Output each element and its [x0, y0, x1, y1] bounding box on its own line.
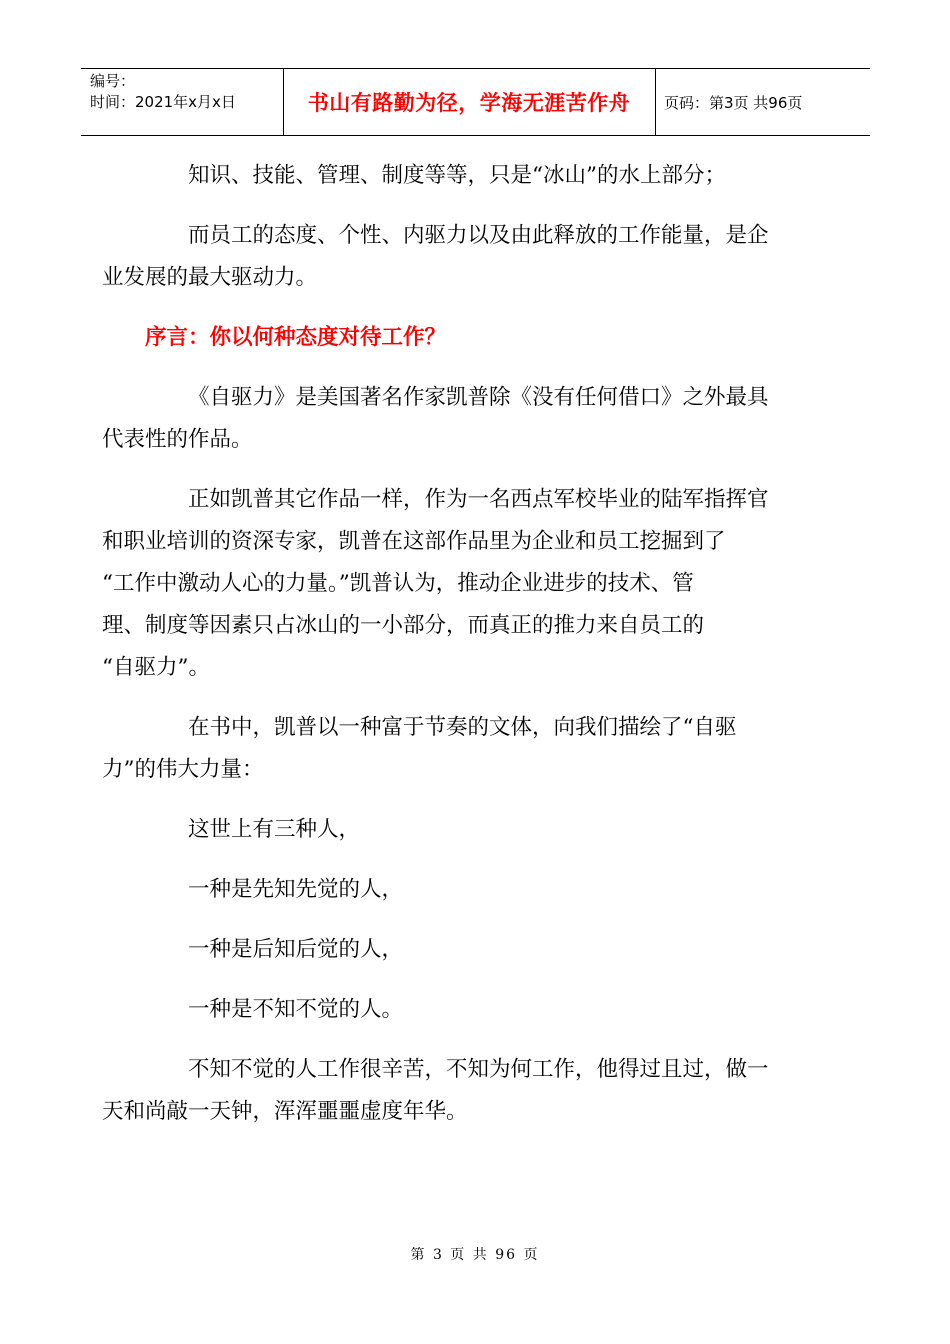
text-line: 知识、技能、管理、制度等等，只是“冰山”的水上部分；	[188, 163, 726, 188]
header-number: 编号：	[90, 72, 136, 90]
paragraph	[145, 929, 805, 971]
text-line: 一种是先知先觉的人，	[188, 877, 404, 902]
text-line: 在书中，凯普以一种富于节奏的文体，向我们描绘了“自驱	[188, 715, 737, 740]
page-footer: 第 3 页 共 96 页	[410, 1247, 540, 1263]
paragraph	[102, 707, 805, 791]
text-line: 理、制度等因素只占冰山的一小部分，而真正的推力来自员工的	[102, 613, 705, 638]
text-line: 一种是后知后觉的人，	[188, 937, 404, 962]
paragraph	[145, 809, 805, 851]
paragraph	[102, 479, 805, 689]
paragraph	[145, 869, 805, 911]
header-divider-right	[655, 68, 656, 136]
header-page-number: 页码：第3页 共96页	[664, 93, 803, 112]
text-line: 正如凯普其它作品一样，作为一名西点军校毕业的陆军指挥官	[188, 487, 769, 512]
text-line: “自驱力”。	[102, 655, 210, 680]
text-line: 业发展的最大驱动力。	[102, 265, 318, 290]
paragraph	[145, 155, 805, 197]
header-meta	[90, 71, 236, 113]
paragraph	[145, 989, 805, 1031]
text-line: 《自驱力》是美国著名作家凯普除《没有任何借口》之外最具	[188, 385, 769, 410]
document-body	[102, 155, 805, 1151]
text-line: 代表性的作品。	[102, 427, 253, 452]
text-line: 一种是不知不觉的人。	[188, 997, 404, 1022]
paragraph	[102, 1049, 805, 1133]
paragraph	[102, 377, 805, 461]
text-line: “工作中激动人心的力量。”凯普认为，推动企业进步的技术、管	[102, 571, 694, 596]
paragraph	[102, 215, 805, 299]
text-line: 和职业培训的资深专家，凯普在这部作品里为企业和员工挖掘到了	[102, 529, 726, 554]
text-line: 而员工的态度、个性、内驱力以及由此释放的工作能量，是企	[188, 223, 769, 248]
header-motto: 书山有路勤为径，学海无涯苦作舟	[307, 91, 631, 115]
text-line: 这世上有三种人，	[188, 817, 361, 842]
header-time: 时间：2021年x月x日	[90, 93, 236, 111]
section-heading: 序言：你以何种态度对待工作？	[145, 325, 447, 350]
text-line: 不知不觉的人工作很辛苦，不知为何工作，他得过且过，做一	[188, 1057, 769, 1082]
text-line: 力”的伟大力量：	[102, 757, 264, 782]
page-header	[81, 68, 870, 136]
text-line: 天和尚敲一天钟，浑浑噩噩虚度年华。	[102, 1099, 468, 1124]
